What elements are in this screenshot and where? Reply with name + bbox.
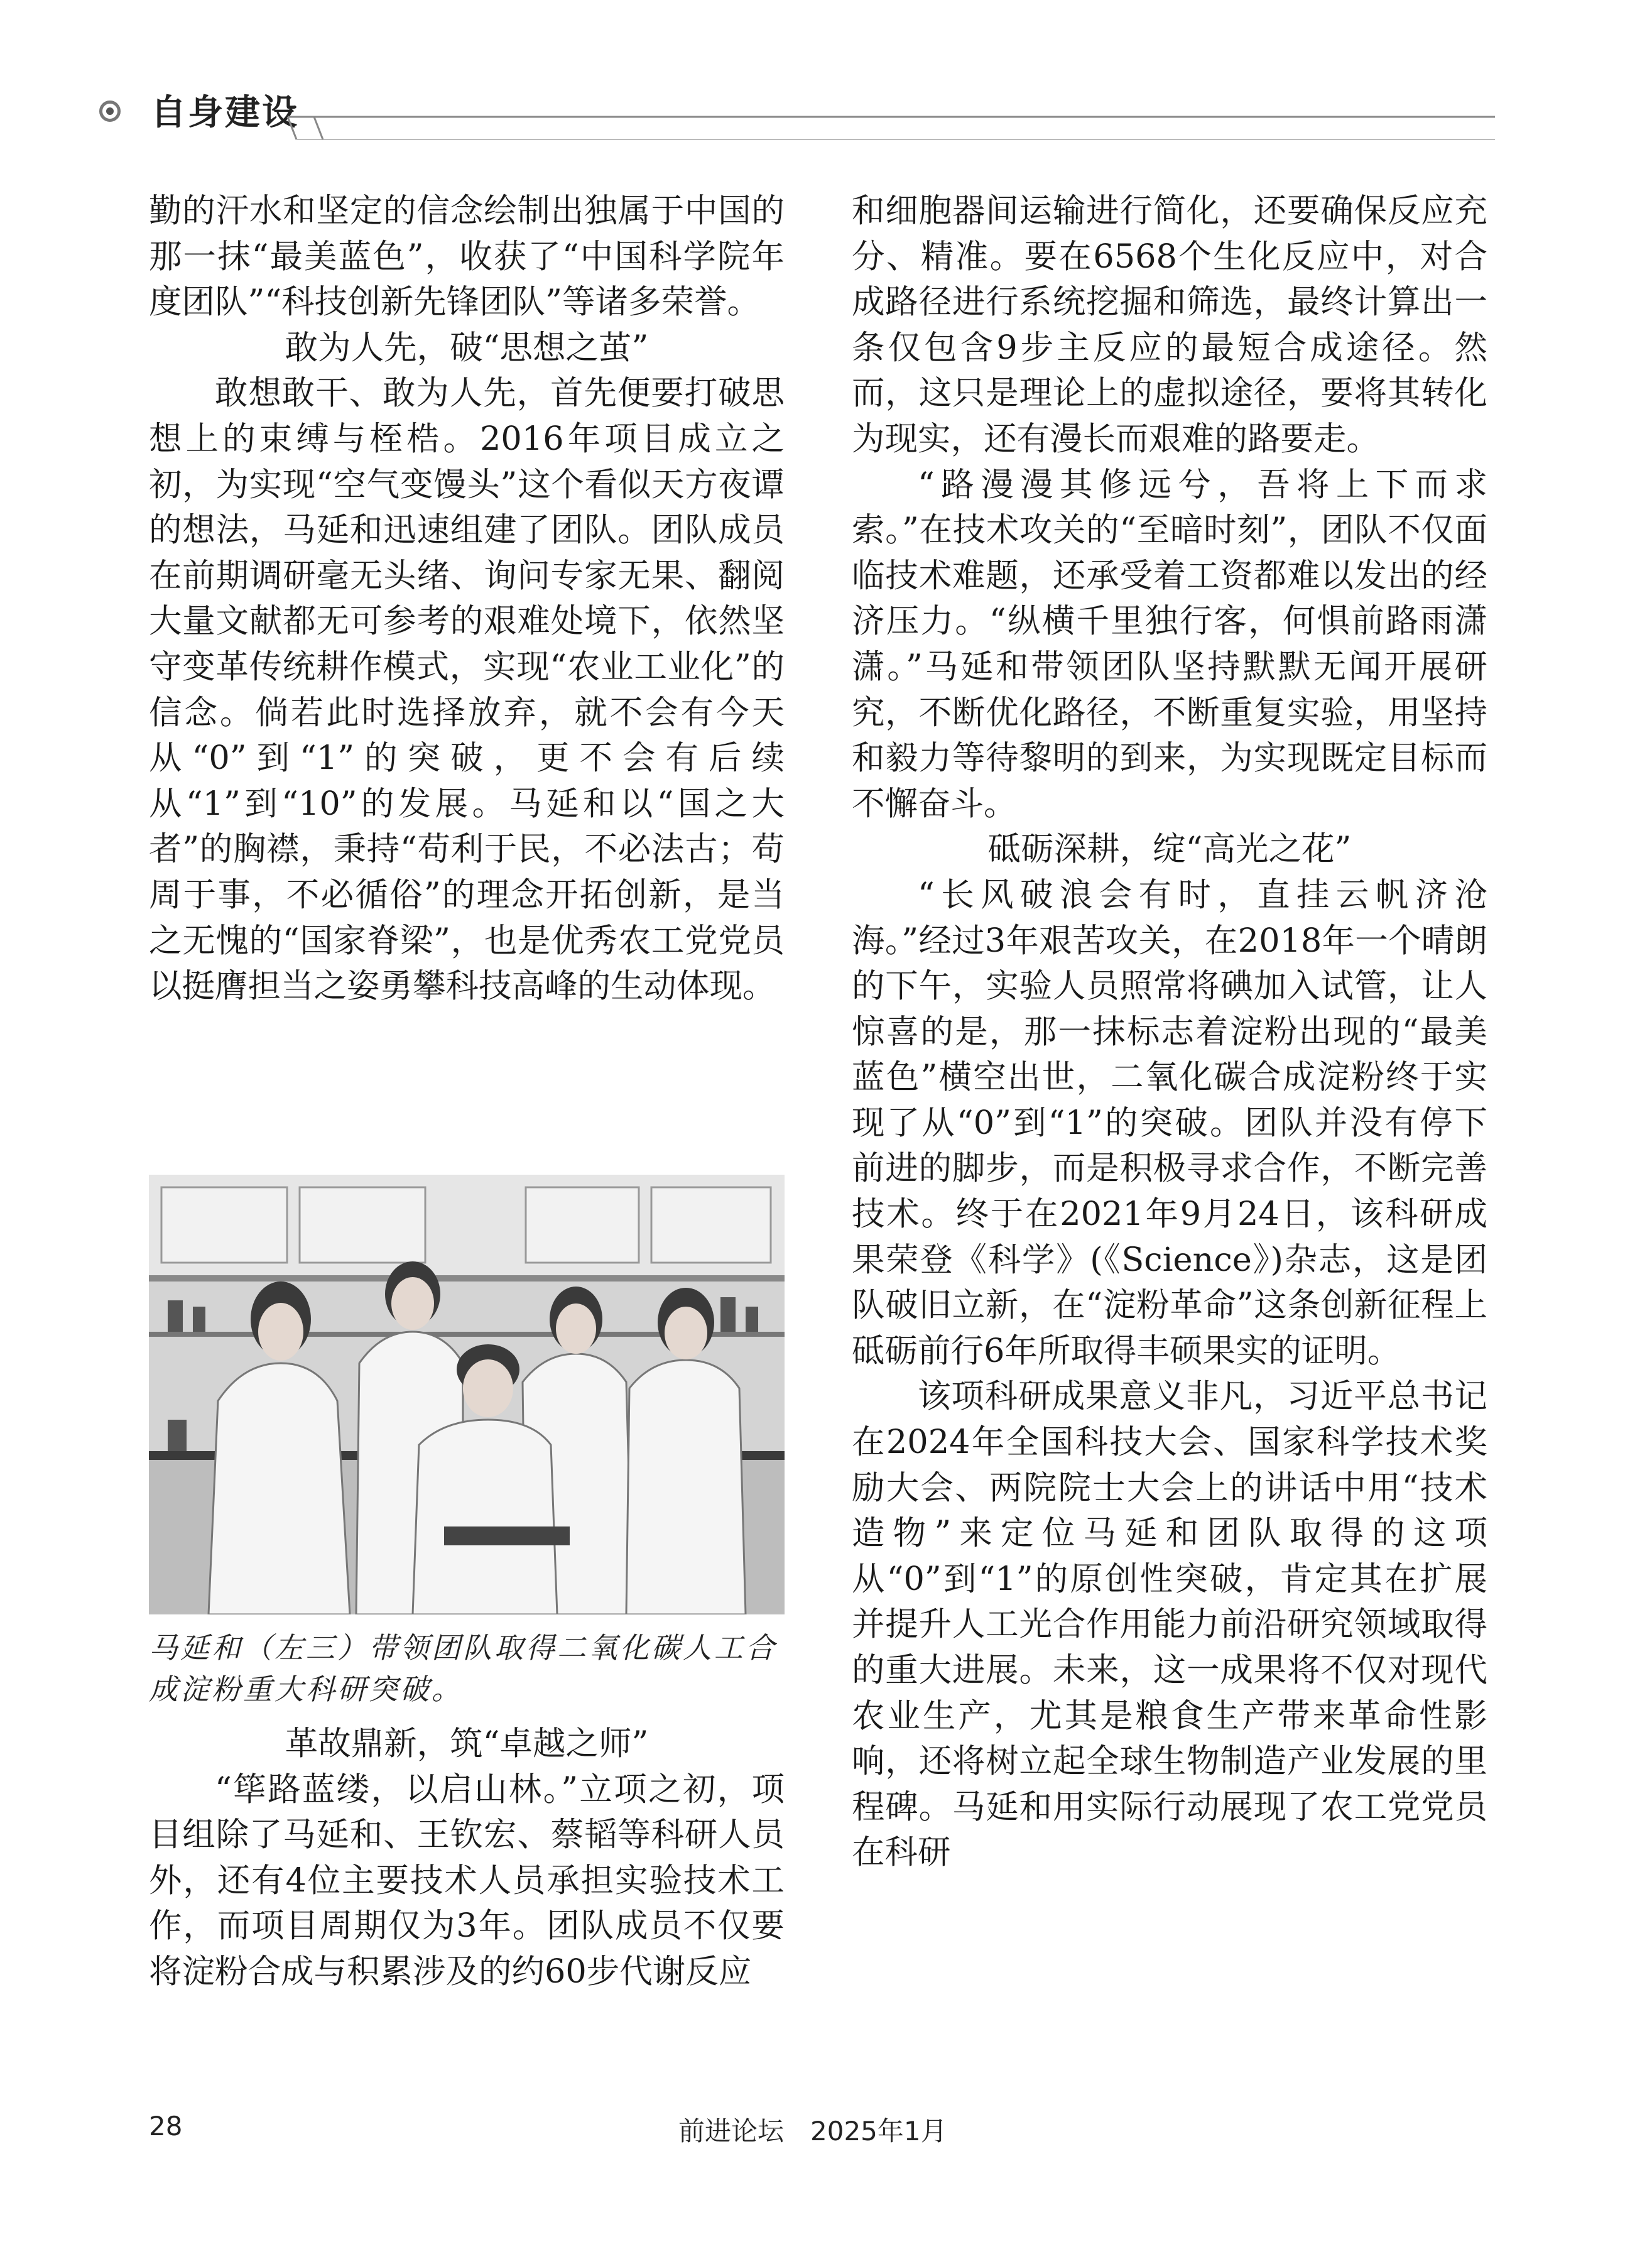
section-heading: 革故鼎新，筑“卓越之师” bbox=[285, 1724, 649, 1763]
paragraph: 该项科研成果意义非凡，习近平总书记在2024年全国科技大会、国家科学技术奖励大会、两院院士大会上的讲话中用“技术造物”来定位马延和团队取得的这项从“0”到“1”的原创性突破，肯定其在扩展并提升人工光合作用能力前沿研究领域取得的重大进展。未来，这一成果将不仅对现代农业生产，尤其是粮食生产带来革命性影响，还将树立起全球生物制造产业发展的里程碑。马延和用实际行动展现了农工党党员在科研 bbox=[852, 1377, 1487, 1872]
paragraph: “路漫漫其修远兮，吾将上下而求索。”在技术攻关的“至暗时刻”，团队不仅面临技术难题，还承受着工资都难以发出的经济压力。“纵横千里独行客，何惧前路雨潇潇。”马延和带领团队坚持默默无闻开展研究，不断优化路径，不断重复实验，用坚持和毅力等待黎明的到来，为实现既定目标而不懈奋斗。 bbox=[852, 465, 1487, 823]
publication-name: 前进论坛 bbox=[678, 2116, 785, 2147]
team-photo bbox=[149, 1175, 785, 1614]
right-column bbox=[852, 188, 1487, 1876]
page-number: 28 bbox=[149, 2111, 183, 2141]
paragraph: 敢想敢干、敢为人先，首先便要打破思想上的束缚与桎梏。2016年项目成立之初，为实现“空气变馒头”这个看似天方夜谭的想法，马延和迅速组建了团队。团队成员在前期调研毫无头绪、询问专家无果、翻阅大量文献都无可参考的艰难处境下，依然坚守变革传统耕作模式，实现“农业工业化”的信念。倘若此时选择放弃，就不会有今天从“0”到“1”的突破，更不会有后续从“1”到“10”的发展。马延和以“国之大者”的胸襟，秉持“苟利于民，不必法古；苟周于事，不必循俗”的理念开拓创新，是当之无愧的“国家脊梁”，也是优秀农工党党员以挺膺担当之姿勇攀科技高峰的生动体现。 bbox=[149, 374, 785, 1006]
paragraph: 勤的汗水和坚定的信念绘制出独属于中国的那一抹“最美蓝色”，收获了“中国科学院年度团队”“科技创新先锋团队”等诸多荣誉。 bbox=[149, 192, 785, 322]
left-column bbox=[149, 188, 785, 1009]
paragraph: 和细胞器间运输进行简化，还要确保反应充分、精准。要在6568个生化反应中，对合成路径进行系统挖掘和筛选，最终计算出一条仅包含9步主反应的最短合成途径。然而，这只是理论上的虚拟途径，要将其转化为现实，还有漫长而艰难的路要走。 bbox=[852, 192, 1487, 458]
paragraph: “筚路蓝缕，以启山林。”立项之初，项目组除了马延和、王钦宏、蔡韬等科研人员外，还有4位主要技术人员承担实验技术工作，而项目周期仅为3年。团队成员不仅要将淀粉合成与积累涉及的约60步代谢反应 bbox=[149, 1770, 785, 1991]
section-heading: 敢为人先，破“思想之茧” bbox=[285, 328, 649, 367]
issue-date: 2025年1月 bbox=[810, 2116, 947, 2147]
left-column-lower bbox=[149, 1721, 785, 1995]
team-photo-illustration bbox=[149, 1175, 785, 1614]
section-title: 自身建设 bbox=[151, 92, 299, 133]
header-rule bbox=[0, 0, 1652, 151]
paragraph: “长风破浪会有时，直挂云帆济沧海。”经过3年艰苦攻关，在2018年一个晴朗的下午，实验人员照常将碘加入试管，让人惊喜的是，那一抹标志着淀粉出现的“最美蓝色”横空出世，二氧化碳合成淀粉终于实现了从“0”到“1”的突破。团队并没有停下前进的脚步，而是积极寻求合作，不断完善技术。终于在2021年9月24日，该科研成果荣登《科学》(《Science》)杂志，这是团队破旧立新，在“淀粉革命”这条创新征程上砥砺前行6年所取得丰硕果实的证明。 bbox=[852, 875, 1487, 1370]
photo-caption: 马延和（左三）带领团队取得二氧化碳人工合成淀粉重大科研突破。 bbox=[149, 1631, 777, 1706]
section-heading: 砥砺深耕，绽“高光之花” bbox=[987, 830, 1352, 869]
